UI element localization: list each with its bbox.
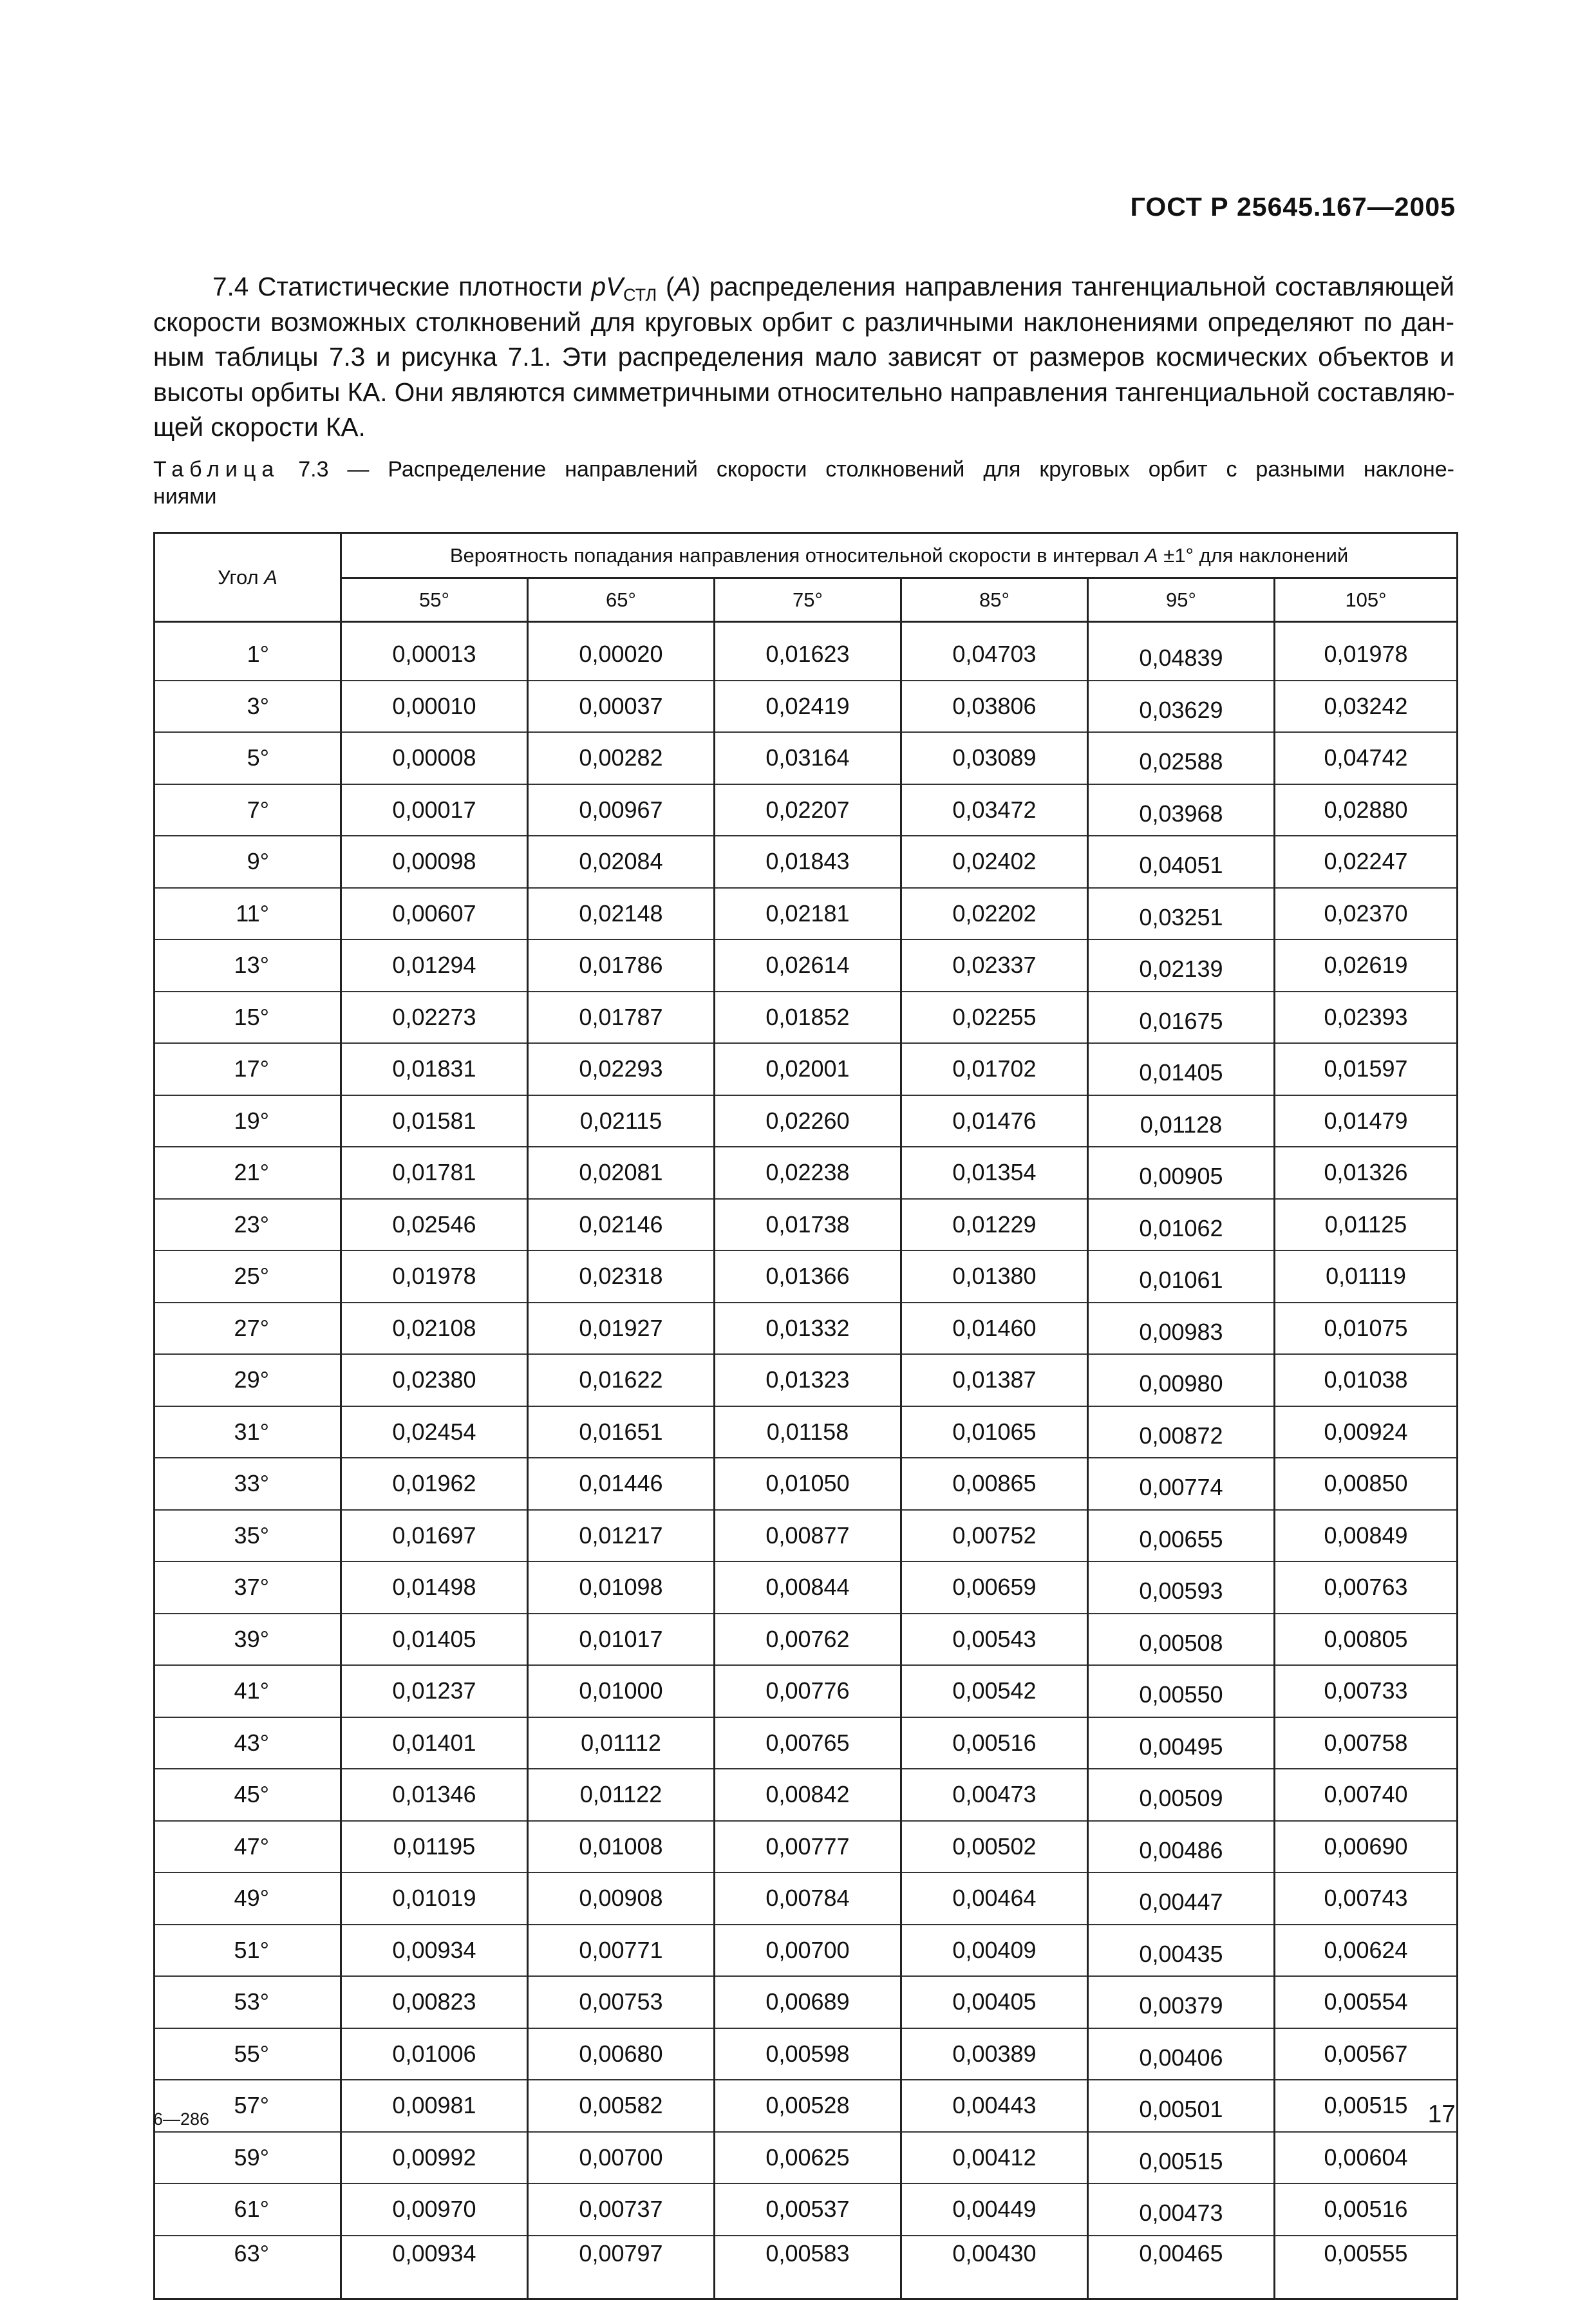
probability-cell: 0,01405 <box>341 1614 528 1666</box>
probability-cell: 0,02146 <box>528 1199 715 1251</box>
probability-cell: 0,01697 <box>341 1510 528 1562</box>
angle-cell: 5° <box>155 732 341 784</box>
table-row <box>155 629 1458 681</box>
probability-cell: 0,00435 <box>1088 1925 1275 1977</box>
probability-cell: 0,00624 <box>1275 1925 1458 1977</box>
probability-cell: 0,02273 <box>341 992 528 1044</box>
probability-cell: 0,00464 <box>901 1872 1088 1925</box>
probability-cell: 0,01446 <box>528 1458 715 1510</box>
probability-cell: 0,01781 <box>341 1147 528 1199</box>
probability-cell: 0,04703 <box>901 629 1088 681</box>
probability-cell: 0,02108 <box>341 1303 528 1355</box>
probability-cell: 0,02546 <box>341 1199 528 1251</box>
angle-cell: 29° <box>155 1354 341 1406</box>
probability-cell: 0,00737 <box>528 2183 715 2236</box>
collision-direction-table <box>153 532 1458 2300</box>
probability-cell: 0,01000 <box>528 1665 715 1717</box>
probability-cell: 0,00700 <box>528 2132 715 2184</box>
angle-cell: 35° <box>155 1510 341 1562</box>
table-row <box>155 1821 1458 1873</box>
probability-cell: 0,00805 <box>1275 1614 1458 1666</box>
probability-cell: 0,01581 <box>341 1095 528 1147</box>
caption-table-word: Таблица <box>153 457 280 482</box>
table-row <box>155 1406 1458 1458</box>
column-header-55: 55° <box>341 578 528 622</box>
probability-cell: 0,01332 <box>715 1303 901 1355</box>
table-caption <box>153 456 1454 510</box>
probability-cell: 0,00980 <box>1088 1354 1275 1406</box>
probability-cell: 0,00970 <box>341 2183 528 2236</box>
probability-cell: 0,00765 <box>715 1717 901 1769</box>
probability-cell: 0,01354 <box>901 1147 1088 1199</box>
column-header-75: 75° <box>715 578 901 622</box>
table-row <box>155 2028 1458 2080</box>
angle-header: Угол A <box>155 533 341 622</box>
angle-cell: 37° <box>155 1561 341 1614</box>
probability-cell: 0,01323 <box>715 1354 901 1406</box>
probability-cell: 0,03806 <box>901 681 1088 733</box>
probability-cell: 0,01346 <box>341 1769 528 1821</box>
probability-cell: 0,03251 <box>1088 888 1275 940</box>
probability-cell: 0,00389 <box>901 2028 1088 2080</box>
probability-cell: 0,01831 <box>341 1043 528 1095</box>
angle-cell: 7° <box>155 784 341 836</box>
probability-cell: 0,03968 <box>1088 784 1275 836</box>
probability-cell: 0,02614 <box>715 939 901 992</box>
header-spacer <box>155 622 1458 630</box>
probability-cell: 0,03629 <box>1088 681 1275 733</box>
probability-cell: 0,01038 <box>1275 1354 1458 1406</box>
table-row <box>155 2183 1458 2236</box>
probability-cell: 0,00823 <box>341 1976 528 2028</box>
probability-cell: 0,00010 <box>341 681 528 733</box>
section-7-4-paragraph <box>153 269 1454 445</box>
probability-cell: 0,00872 <box>1088 1406 1275 1458</box>
probability-cell: 0,02238 <box>715 1147 901 1199</box>
probability-cell: 0,00607 <box>341 888 528 940</box>
probability-cell: 0,00981 <box>341 2080 528 2132</box>
probability-cell: 0,00405 <box>901 1976 1088 2028</box>
paragraph-line-2: скорости возможных столкновений для круговых орбит с различными наклонениями определяют по дан- <box>153 306 1454 337</box>
table-row <box>155 1561 1458 1614</box>
probability-cell: 0,01294 <box>341 939 528 992</box>
table-row <box>155 1250 1458 1303</box>
probability-cell: 0,01062 <box>1088 1199 1275 1251</box>
probability-cell: 0,02337 <box>901 939 1088 992</box>
column-header-85: 85° <box>901 578 1088 622</box>
angle-cell: 21° <box>155 1147 341 1199</box>
probability-cell: 0,00542 <box>901 1665 1088 1717</box>
probability-cell: 0,00473 <box>901 1769 1088 1821</box>
table-row <box>155 836 1458 888</box>
table-row <box>155 1769 1458 1821</box>
angle-cell: 63° <box>155 2236 341 2299</box>
angle-cell: 59° <box>155 2132 341 2184</box>
paragraph-line-1: 7.4 Статистические плотности $pV_{СТЛ}$ (A) распределения направления тангенциальной составляющей <box>212 272 1454 305</box>
probability-cell: 0,00680 <box>528 2028 715 2080</box>
probability-cell: 0,01401 <box>341 1717 528 1769</box>
angle-cell: 31° <box>155 1406 341 1458</box>
probability-cell: 0,00593 <box>1088 1561 1275 1614</box>
probability-cell: 0,01927 <box>528 1303 715 1355</box>
probability-cell: 0,00486 <box>1088 1821 1275 1873</box>
probability-cell: 0,00582 <box>528 2080 715 2132</box>
probability-cell: 0,03472 <box>901 784 1088 836</box>
table-row <box>155 1614 1458 1666</box>
probability-cell: 0,00700 <box>715 1925 901 1977</box>
probability-cell: 0,00098 <box>341 836 528 888</box>
probability-group-header: Вероятность попадания направления относительной скорости в интервал A ±1° для наклонений <box>341 533 1458 578</box>
caption-line-1: Таблица 7.3 — Распределение направлений скорости столкновений для круговых орбит с разными наклоне- <box>153 457 1454 482</box>
angle-cell: 41° <box>155 1665 341 1717</box>
probability-cell: 0,00905 <box>1088 1147 1275 1199</box>
probability-cell: 0,00473 <box>1088 2183 1275 2236</box>
probability-cell: 0,01675 <box>1088 992 1275 1044</box>
probability-cell: 0,02619 <box>1275 939 1458 992</box>
angle-cell: 13° <box>155 939 341 992</box>
probability-cell: 0,01217 <box>528 1510 715 1562</box>
table-row <box>155 681 1458 733</box>
probability-cell: 0,01122 <box>528 1769 715 1821</box>
probability-cell: 0,02380 <box>341 1354 528 1406</box>
probability-cell: 0,02402 <box>901 836 1088 888</box>
probability-cell: 0,00583 <box>715 2236 901 2299</box>
probability-cell: 0,02588 <box>1088 732 1275 784</box>
probability-cell: 0,00776 <box>715 1665 901 1717</box>
probability-cell: 0,01623 <box>715 629 901 681</box>
probability-cell: 0,01017 <box>528 1614 715 1666</box>
table-row <box>155 888 1458 940</box>
table-row <box>155 1147 1458 1199</box>
probability-cell: 0,04051 <box>1088 836 1275 888</box>
probability-cell: 0,02419 <box>715 681 901 733</box>
table-row <box>155 1354 1458 1406</box>
probability-cell: 0,00934 <box>341 1925 528 1977</box>
probability-cell: 0,00690 <box>1275 1821 1458 1873</box>
table-row <box>155 992 1458 1044</box>
probability-cell: 0,00020 <box>528 629 715 681</box>
probability-cell: 0,00537 <box>715 2183 901 2236</box>
angle-cell: 25° <box>155 1250 341 1303</box>
probability-cell: 0,01651 <box>528 1406 715 1458</box>
probability-cell: 0,01098 <box>528 1561 715 1614</box>
table-body <box>155 629 1458 2299</box>
probability-cell: 0,00495 <box>1088 1717 1275 1769</box>
probability-cell: 0,00752 <box>901 1510 1088 1562</box>
table-row <box>155 2132 1458 2184</box>
probability-cell: 0,02139 <box>1088 939 1275 992</box>
probability-cell: 0,00908 <box>528 1872 715 1925</box>
probability-cell: 0,02084 <box>528 836 715 888</box>
probability-cell: 0,01237 <box>341 1665 528 1717</box>
angle-cell: 9° <box>155 836 341 888</box>
angle-cell: 39° <box>155 1614 341 1666</box>
probability-cell: 0,00733 <box>1275 1665 1458 1717</box>
angle-cell: 53° <box>155 1976 341 2028</box>
probability-cell: 0,00516 <box>1275 2183 1458 2236</box>
probability-cell: 0,00449 <box>901 2183 1088 2236</box>
probability-cell: 0,02207 <box>715 784 901 836</box>
probability-cell: 0,02370 <box>1275 888 1458 940</box>
probability-cell: 0,00967 <box>528 784 715 836</box>
probability-cell: 0,00604 <box>1275 2132 1458 2184</box>
probability-cell: 0,02081 <box>528 1147 715 1199</box>
angle-cell: 19° <box>155 1095 341 1147</box>
probability-cell: 0,00443 <box>901 2080 1088 2132</box>
probability-cell: 0,00412 <box>901 2132 1088 2184</box>
probability-cell: 0,00865 <box>901 1458 1088 1510</box>
probability-cell: 0,00743 <box>1275 1872 1458 1925</box>
probability-cell: 0,00409 <box>901 1925 1088 1977</box>
probability-cell: 0,00797 <box>528 2236 715 2299</box>
probability-cell: 0,02247 <box>1275 836 1458 888</box>
angle-cell: 61° <box>155 2183 341 2236</box>
probability-cell: 0,01597 <box>1275 1043 1458 1095</box>
table-row <box>155 1665 1458 1717</box>
paragraph-line-4: высоты орбиты КА. Они являются симметричными относительно направления тангенциальной составляю- <box>153 377 1455 407</box>
probability-cell: 0,01112 <box>528 1717 715 1769</box>
probability-cell: 0,00849 <box>1275 1510 1458 1562</box>
column-header-105: 105° <box>1275 578 1458 622</box>
table-row <box>155 939 1458 992</box>
angle-cell: 27° <box>155 1303 341 1355</box>
probability-cell: 0,01978 <box>1275 629 1458 681</box>
probability-cell: 0,00465 <box>1088 2236 1275 2299</box>
probability-cell: 0,00784 <box>715 1872 901 1925</box>
probability-cell: 0,00992 <box>341 2132 528 2184</box>
probability-cell: 0,02181 <box>715 888 901 940</box>
angle-cell: 15° <box>155 992 341 1044</box>
table-row <box>155 1510 1458 1562</box>
probability-cell: 0,01405 <box>1088 1043 1275 1095</box>
probability-cell: 0,00763 <box>1275 1561 1458 1614</box>
probability-cell: 0,00017 <box>341 784 528 836</box>
probability-cell: 0,00924 <box>1275 1406 1458 1458</box>
probability-cell: 0,00555 <box>1275 2236 1458 2299</box>
angle-cell: 55° <box>155 2028 341 2080</box>
probability-cell: 0,01476 <box>901 1095 1088 1147</box>
probability-cell: 0,00447 <box>1088 1872 1275 1925</box>
table-row <box>155 2080 1458 2132</box>
probability-cell: 0,00516 <box>901 1717 1088 1769</box>
table-row <box>155 1043 1458 1095</box>
angle-cell: 23° <box>155 1199 341 1251</box>
probability-cell: 0,00758 <box>1275 1717 1458 1769</box>
probability-cell: 0,00844 <box>715 1561 901 1614</box>
paragraph-line-3: ным таблицы 7.3 и рисунка 7.1. Эти распределения мало зависят от размеров космических объектов и <box>153 342 1454 372</box>
probability-cell: 0,00502 <box>901 1821 1088 1873</box>
probability-cell: 0,00013 <box>341 629 528 681</box>
probability-cell: 0,00509 <box>1088 1769 1275 1821</box>
angle-cell: 47° <box>155 1821 341 1873</box>
table-row <box>155 1458 1458 1510</box>
probability-cell: 0,02393 <box>1275 992 1458 1044</box>
table-row <box>155 1717 1458 1769</box>
table-row <box>155 1199 1458 1251</box>
page-number: 17 <box>1427 2100 1456 2128</box>
table-row <box>155 1976 1458 2028</box>
probability-cell: 0,00037 <box>528 681 715 733</box>
table-row <box>155 732 1458 784</box>
probability-cell: 0,00774 <box>1088 1458 1275 1510</box>
probability-cell: 0,00554 <box>1275 1976 1458 2028</box>
angle-cell: 45° <box>155 1769 341 1821</box>
column-header-95: 95° <box>1088 578 1275 622</box>
probability-cell: 0,00008 <box>341 732 528 784</box>
probability-cell: 0,01006 <box>341 2028 528 2080</box>
probability-cell: 0,01387 <box>901 1354 1088 1406</box>
probability-cell: 0,00740 <box>1275 1769 1458 1821</box>
probability-cell: 0,02454 <box>341 1406 528 1458</box>
probability-cell: 0,01050 <box>715 1458 901 1510</box>
probability-cell: 0,04839 <box>1088 629 1275 681</box>
probability-cell: 0,00625 <box>715 2132 901 2184</box>
angle-cell: 1° <box>155 629 341 681</box>
probability-cell: 0,01229 <box>901 1199 1088 1251</box>
probability-cell: 0,03089 <box>901 732 1088 784</box>
probability-cell: 0,00983 <box>1088 1303 1275 1355</box>
probability-cell: 0,00762 <box>715 1614 901 1666</box>
probability-cell: 0,01195 <box>341 1821 528 1873</box>
probability-cell: 0,01019 <box>341 1872 528 1925</box>
probability-cell: 0,02293 <box>528 1043 715 1095</box>
probability-cell: 0,01738 <box>715 1199 901 1251</box>
angle-cell: 3° <box>155 681 341 733</box>
probability-cell: 0,00501 <box>1088 2080 1275 2132</box>
angle-cell: 11° <box>155 888 341 940</box>
probability-cell: 0,01852 <box>715 992 901 1044</box>
probability-cell: 0,00753 <box>528 1976 715 2028</box>
probability-cell: 0,02001 <box>715 1043 901 1095</box>
probability-cell: 0,01075 <box>1275 1303 1458 1355</box>
probability-cell: 0,00282 <box>528 732 715 784</box>
angle-cell: 43° <box>155 1717 341 1769</box>
standard-header: ГОСТ Р 25645.167—2005 <box>1130 192 1456 222</box>
probability-cell: 0,02202 <box>901 888 1088 940</box>
probability-cell: 0,01125 <box>1275 1199 1458 1251</box>
probability-cell: 0,02260 <box>715 1095 901 1147</box>
probability-cell: 0,00771 <box>528 1925 715 1977</box>
probability-cell: 0,00543 <box>901 1614 1088 1666</box>
probability-cell: 0,01460 <box>901 1303 1088 1355</box>
probability-cell: 0,01158 <box>715 1406 901 1458</box>
probability-cell: 0,00598 <box>715 2028 901 2080</box>
table-row <box>155 1925 1458 1977</box>
probability-cell: 0,01622 <box>528 1354 715 1406</box>
probability-cell: 0,00515 <box>1088 2132 1275 2184</box>
probability-cell: 0,02318 <box>528 1250 715 1303</box>
probability-cell: 0,00842 <box>715 1769 901 1821</box>
probability-cell: 0,00655 <box>1088 1510 1275 1562</box>
probability-cell: 0,00777 <box>715 1821 901 1873</box>
probability-cell: 0,02148 <box>528 888 715 940</box>
probability-cell: 0,00379 <box>1088 1976 1275 2028</box>
angle-cell: 57° <box>155 2080 341 2132</box>
probability-cell: 0,00508 <box>1088 1614 1275 1666</box>
probability-cell: 0,04742 <box>1275 732 1458 784</box>
probability-cell: 0,01787 <box>528 992 715 1044</box>
probability-cell: 0,01061 <box>1088 1250 1275 1303</box>
angle-cell: 33° <box>155 1458 341 1510</box>
probability-cell: 0,01380 <box>901 1250 1088 1303</box>
caption-line-2: ниями <box>153 484 217 509</box>
table-row <box>155 2236 1458 2299</box>
probability-cell: 0,00877 <box>715 1510 901 1562</box>
probability-cell: 0,02255 <box>901 992 1088 1044</box>
angle-cell: 49° <box>155 1872 341 1925</box>
probability-cell: 0,00689 <box>715 1976 901 2028</box>
probability-cell: 0,00550 <box>1088 1665 1275 1717</box>
probability-cell: 0,00430 <box>901 2236 1088 2299</box>
probability-cell: 0,01119 <box>1275 1250 1458 1303</box>
probability-cell: 0,00659 <box>901 1561 1088 1614</box>
probability-cell: 0,01479 <box>1275 1095 1458 1147</box>
angle-cell: 51° <box>155 1925 341 1977</box>
table-row <box>155 1303 1458 1355</box>
probability-cell: 0,03242 <box>1275 681 1458 733</box>
probability-cell: 0,03164 <box>715 732 901 784</box>
probability-cell: 0,00567 <box>1275 2028 1458 2080</box>
table-row <box>155 1095 1458 1147</box>
probability-cell: 0,00934 <box>341 2236 528 2299</box>
probability-cell: 0,01366 <box>715 1250 901 1303</box>
probability-cell: 0,01978 <box>341 1250 528 1303</box>
probability-cell: 0,02115 <box>528 1095 715 1147</box>
probability-cell: 0,00406 <box>1088 2028 1275 2080</box>
probability-cell: 0,01962 <box>341 1458 528 1510</box>
probability-cell: 0,00515 <box>1275 2080 1458 2132</box>
probability-cell: 0,00850 <box>1275 1458 1458 1510</box>
table-row <box>155 1872 1458 1925</box>
probability-cell: 0,01786 <box>528 939 715 992</box>
probability-cell: 0,01326 <box>1275 1147 1458 1199</box>
column-header-65: 65° <box>528 578 715 622</box>
angle-cell: 17° <box>155 1043 341 1095</box>
probability-cell: 0,01498 <box>341 1561 528 1614</box>
paragraph-line-5: щей скорости КА. <box>153 412 366 442</box>
probability-cell: 0,01843 <box>715 836 901 888</box>
probability-cell: 0,02880 <box>1275 784 1458 836</box>
probability-cell: 0,01065 <box>901 1406 1088 1458</box>
table-row <box>155 784 1458 836</box>
print-code: 6—286 <box>153 2109 210 2129</box>
probability-cell: 0,01008 <box>528 1821 715 1873</box>
probability-cell: 0,00528 <box>715 2080 901 2132</box>
probability-cell: 0,01128 <box>1088 1095 1275 1147</box>
probability-cell: 0,01702 <box>901 1043 1088 1095</box>
